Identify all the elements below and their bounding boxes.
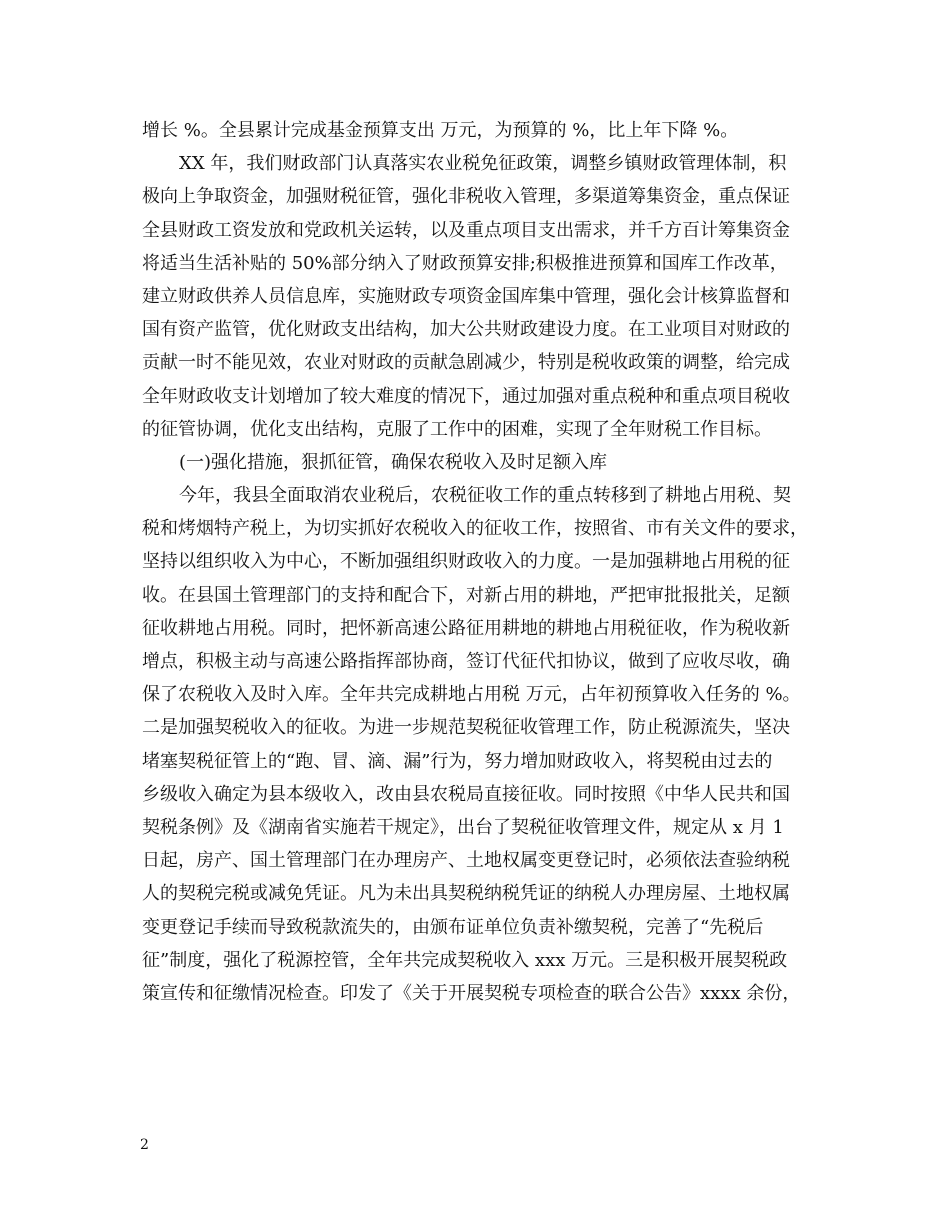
text-line: 增长 %。全县累计完成基金预算支出 万元，为预算的 %，比上年下降 %。 [142, 120, 739, 141]
text-line: 契税条例》及《湖南省实施若干规定》，出台了契税征收管理文件，规定从 x 月 1 [142, 816, 784, 838]
text-line: 建立财政供养人员信息库，实施财政专项资金国库集中管理，强化会计核算监督和 [142, 285, 790, 307]
text-line: 国有资产监管，优化财政支出结构，加大公共财政建设力度。在工业项目对财政的 [142, 319, 790, 341]
text-line: 贡献一时不能见效，农业对财政的贡献急剧减少，特别是税收政策的调整，给完成 [142, 352, 790, 374]
text-line: 全年财政收支计划增加了较大难度的情况下，通过加强对重点税种和重点项目税收 [142, 385, 790, 407]
text-line: 的征管协调，优化支出结构，克服了工作中的困难，实现了全年财税工作目标。 [142, 418, 772, 440]
text-line: 今年，我县全面取消农业税后，农税征收工作的重点转移到了耕地占用税、契 [179, 485, 791, 507]
body-text [142, 114, 812, 1010]
text-line: 全县财政工资发放和党政机关运转，以及重点项目支出需求，并千方百计筹集资金 [142, 219, 790, 241]
text-line: 堵塞契税征管上的“跑、冒、滴、漏”行为，努力增加财政收入，将契税由过去的 [142, 750, 773, 772]
text-line: 策宣传和征缴情况检查。印发了《关于开展契税专项检查的联合公告》xxxx 余份， [142, 982, 801, 1004]
text-line: 二是加强契税收入的征收。为进一步规范契税征收管理工作，防止税源流失，坚决 [142, 717, 790, 739]
text-line: 乡级收入确定为县本级收入，改由县农税局直接征收。同时按照《中华人民共和国 [142, 783, 790, 805]
text-line: 极向上争取资金，加强财税征管，强化非税收入管理，多渠道筹集资金，重点保证 [142, 186, 790, 208]
text-line: 将适当生活补贴的 50%部分纳入了财政预算安排;积极推进预算和国库工作改革， [142, 252, 788, 274]
page-number: 2 [140, 1137, 149, 1153]
text-line: 保了农税收入及时入库。全年共完成耕地占用税 万元，占年初预算收入任务的 %。 [142, 684, 801, 706]
text-line: 坚持以组织收入为中心，不断加强组织财政收入的力度。一是加强耕地占用税的征 [142, 551, 790, 573]
text-line: (一)强化措施，狠抓征管，确保农税收入及时足额入库 [179, 451, 608, 473]
text-line: 变更登记手续而导致税款流失的，由颁布证单位负责补缴契税，完善了“先税后 [142, 916, 764, 938]
text-line: XX 年，我们财政部门认真落实农业税免征政策，调整乡镇财政管理体制，积 [179, 153, 787, 175]
text-line: 日起，房产、国土管理部门在办理房产、土地权属变更登记时，必须依法查验纳税 [142, 850, 790, 872]
text-line: 征”制度，强化了税源控管，全年共完成契税收入 xxx 万元。三是积极开展契税政 [142, 949, 788, 971]
text-line: 收。在县国土管理部门的支持和配合下，对新占用的耕地，严把审批报批关，足额 [142, 584, 790, 606]
text-line: 征收耕地占用税。同时，把怀新高速公路征用耕地的耕地占用税征收，作为税收新 [142, 617, 790, 639]
text-line: 增点，积极主动与高速公路指挥部协商，签订代征代扣协议，做到了应收尽收，确 [142, 651, 790, 672]
text-line: 人的契税完税或减免凭证。凡为未出具契税纳税凭证的纳税人办理房屋、土地权属 [142, 883, 790, 905]
text-line: 税和烤烟特产税上，为切实抓好农税收入的征收工作，按照省、市有关文件的要求， [142, 518, 808, 540]
